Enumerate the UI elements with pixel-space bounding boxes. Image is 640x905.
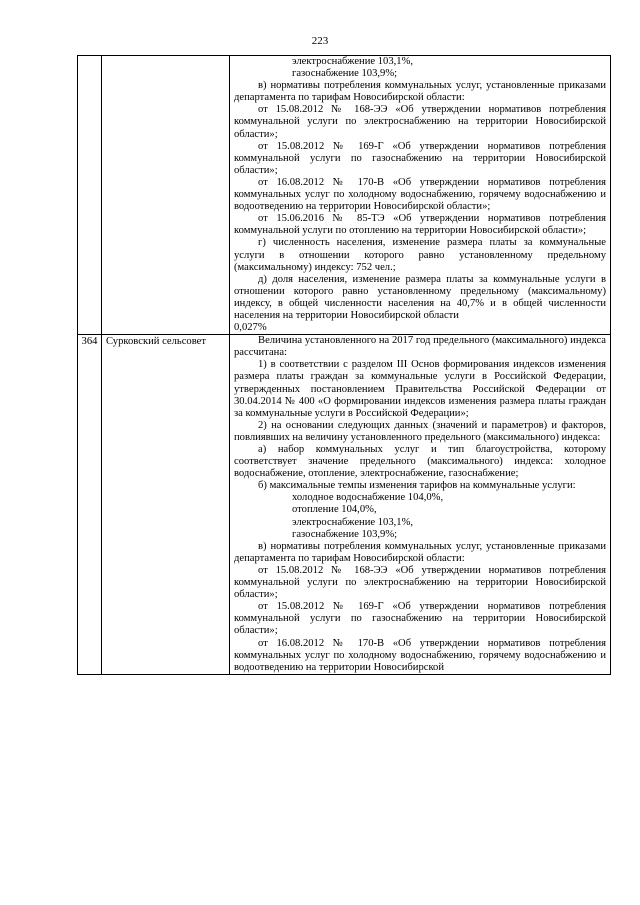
description-cell (230, 56, 611, 335)
description-cell (230, 335, 611, 675)
row-number-cell: 364 (78, 335, 102, 675)
paragraph: г) численность населения, изменение размера платы за коммунальные услуги в отношении которого равно установленному предельному (максимальному) индексу: 752 чел.; (234, 237, 606, 273)
municipality-name-cell: Сурковский сельсовет (102, 335, 230, 675)
table-row-continued (78, 56, 611, 335)
paragraph: 0,027% (234, 322, 267, 334)
tariff-line: отопление 104,0%, (292, 504, 377, 516)
row-number-cell (78, 56, 102, 335)
tariff-line: электроснабжение 103,1%, (292, 516, 414, 528)
paragraph: Величина установленного на 2017 год предельного (максимального) индекса рассчитана: (234, 335, 606, 359)
paragraph: от 15.06.2016 № 85-ТЭ «Об утверждении нормативов потребления коммунальной услуги по отоплению на территории Новосибирской области»; (234, 213, 606, 237)
paragraph: а) набор коммунальных услуг и тип благоустройства, которому соответствует значение предельного (максимального) индекса: холодное водоснабжение, отопление, электроснабжение, газоснабжение; (234, 444, 606, 480)
paragraph: от 15.08.2012 № 169-Г «Об утверждении нормативов потребления коммунальной услуги по газоснабжению на территории Новосибирской области»; (234, 140, 606, 176)
paragraph: от 15.08.2012 № 169-Г «Об утверждении нормативов потребления коммунальной услуги по газоснабжению на территории Новосибирской области»; (234, 601, 606, 637)
tariff-line: электроснабжение 103,1%, (292, 56, 414, 67)
page-number: 223 (311, 35, 329, 47)
paragraph: от 16.08.2012 № 170-В «Об утверждении нормативов потребления коммунальных услуг по холодному водоснабжению, горячему водоснабжению и водоотведению на территории Новосибирской области»; (234, 176, 606, 213)
municipality-name-cell (102, 56, 230, 335)
tariff-line: газоснабжение 103,9%; (292, 68, 398, 80)
tariff-line: газоснабжение 103,9%; (292, 528, 398, 540)
paragraph: от 15.08.2012 № 168-ЭЭ «Об утверждении нормативов потребления коммунальной услуги по электроснабжению на территории Новосибирской области»; (234, 104, 606, 140)
document-table (77, 55, 611, 675)
paragraph: в) нормативы потребления коммунальных услуг, установленные приказами департамента по тарифам Новосибирской области: (234, 540, 606, 564)
table-row-364 (78, 335, 611, 675)
paragraph: 2) на основании следующих данных (значений и параметров) и факторов, повлиявших на величину установленного предельного (максимального) индекса: (234, 419, 606, 443)
paragraph: в) нормативы потребления коммунальных услуг, установленные приказами департамента по тарифам Новосибирской области: (234, 80, 606, 104)
tariff-line: холодное водоснабжение 104,0%, (292, 492, 444, 504)
paragraph: б) максимальные темпы изменения тарифов на коммунальные услуги: (258, 480, 576, 492)
paragraph: от 16.08.2012 № 170-В «Об утверждении нормативов потребления коммунальных услуг по холодному водоснабжению, горячему водоснабжению и водоотведению на территории Новосибирской (234, 637, 606, 673)
paragraph: от 15.08.2012 № 168-ЭЭ «Об утверждении нормативов потребления коммунальной услуги по электроснабжению на территории Новосибирской области»; (234, 564, 606, 601)
paragraph: 1) в соответствии с разделом III Основ формирования индексов изменения размера платы граждан за коммунальные услуги в Российской Федерации, утвержденных постановлением Правительства Российской Федерации от 30.04.2014 № 400 «О формировании индексов изменения размера платы граждан за коммунальные услуги в Российской Федерации»; (234, 359, 606, 419)
paragraph: д) доля населения, изменение размера платы за коммунальные услуги в отношении которого равно установленному предельному (максимальному) индексу, в общей численности населения на 40,7% и в общей численности населения на территории Новосибирской области (234, 273, 606, 321)
